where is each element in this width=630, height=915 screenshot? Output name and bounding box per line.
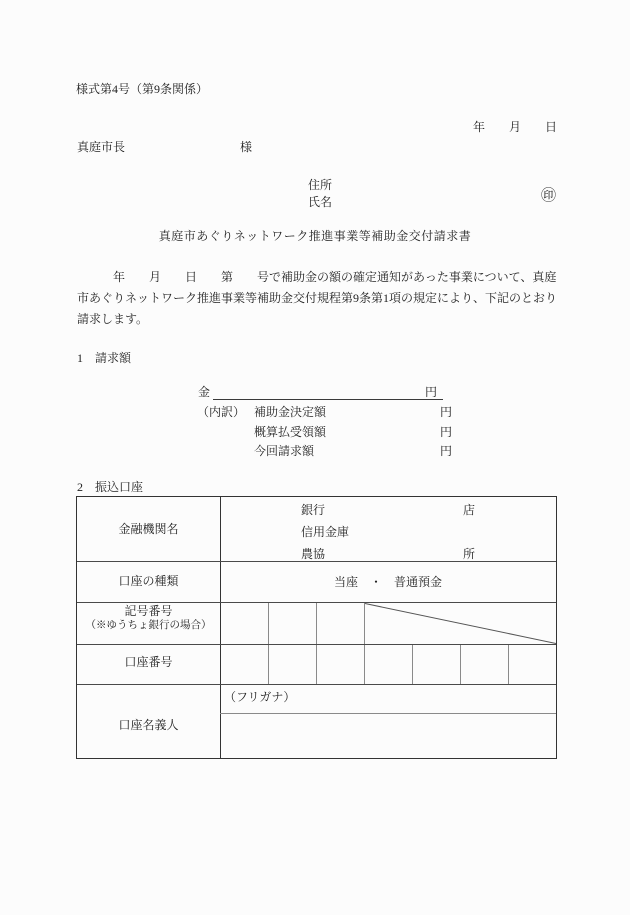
account-digit-cell <box>221 645 269 684</box>
row-divider <box>77 684 556 685</box>
account-type-label: 口座の種類 <box>118 574 179 588</box>
breakdown-item-unit: 円 <box>440 425 453 439</box>
body-line: 市あぐりネットワーク推進事業等補助金交付規程第9条第1項の規定により、下記のとおり <box>77 291 558 305</box>
account-digit-cell <box>269 645 317 684</box>
institution-label: 金融機関名 <box>118 522 179 536</box>
form-number: 様式第4号（第9条関係） <box>76 82 209 96</box>
symbol-digit-cell <box>221 603 269 644</box>
breakdown-item-label: 補助金決定額 <box>254 405 327 419</box>
amount-unit: 円 <box>424 385 437 399</box>
seal-mark-icon: ㊞ <box>541 188 557 204</box>
bank-account-table <box>76 496 557 759</box>
account-digit-cell <box>509 645 556 684</box>
account-digit-cell <box>317 645 365 684</box>
account-digit-cell <box>413 645 461 684</box>
diagonal-strike-cell <box>365 603 556 644</box>
account-type-options: 当座 ・ 普通預金 <box>333 575 442 589</box>
breakdown-item-label: 概算払受領額 <box>254 425 327 439</box>
account-number-cells <box>221 645 556 684</box>
branch-label: 店 <box>463 503 476 517</box>
addressee: 真庭市長 <box>77 140 126 154</box>
holder-label: 口座名義人 <box>118 718 179 732</box>
agricultural-coop-label: 農協 <box>301 547 326 561</box>
symbol-number-note: （※ゆうちょ銀行の場合） <box>85 620 212 631</box>
diagonal-line <box>365 603 556 644</box>
account-heading: 2 振込口座 <box>77 480 144 494</box>
breakdown-item-unit: 円 <box>440 405 453 419</box>
holder-input-area <box>221 714 556 758</box>
account-digit-cell <box>461 645 509 684</box>
address-label: 住所 <box>308 178 333 192</box>
symbol-digit-cell <box>317 603 365 644</box>
furigana-label: （フリガナ） <box>224 690 296 704</box>
amount-prefix: 金 <box>198 385 211 399</box>
date-line: 年 月 日 <box>473 120 558 134</box>
office-label: 所 <box>463 547 476 561</box>
amount-underline <box>213 385 443 400</box>
name-label: 氏名 <box>308 195 333 209</box>
breakdown-item-unit: 円 <box>440 444 453 458</box>
body-line: 年 月 日 第 号で補助金の額の確定通知があった事業について、真庭 <box>77 270 557 284</box>
breakdown-item-label: 今回請求額 <box>254 444 315 458</box>
account-number-label: 口座番号 <box>124 655 173 669</box>
symbol-digit-cell <box>269 603 317 644</box>
row-divider <box>77 561 556 562</box>
claim-heading: 1 請求額 <box>77 351 132 365</box>
account-digit-cell <box>365 645 413 684</box>
document-title: 真庭市あぐりネットワーク推進事業等補助金交付請求書 <box>158 229 472 243</box>
bank-label: 銀行 <box>301 503 326 517</box>
breakdown-label: （内訳） <box>197 405 246 419</box>
body-line: 請求します。 <box>77 312 149 326</box>
symbol-number-cells <box>221 603 556 644</box>
shinkin-bank-label: 信用金庫 <box>301 525 350 539</box>
symbol-number-label: 記号番号 <box>124 604 173 618</box>
addressee-honorific: 様 <box>240 140 253 154</box>
